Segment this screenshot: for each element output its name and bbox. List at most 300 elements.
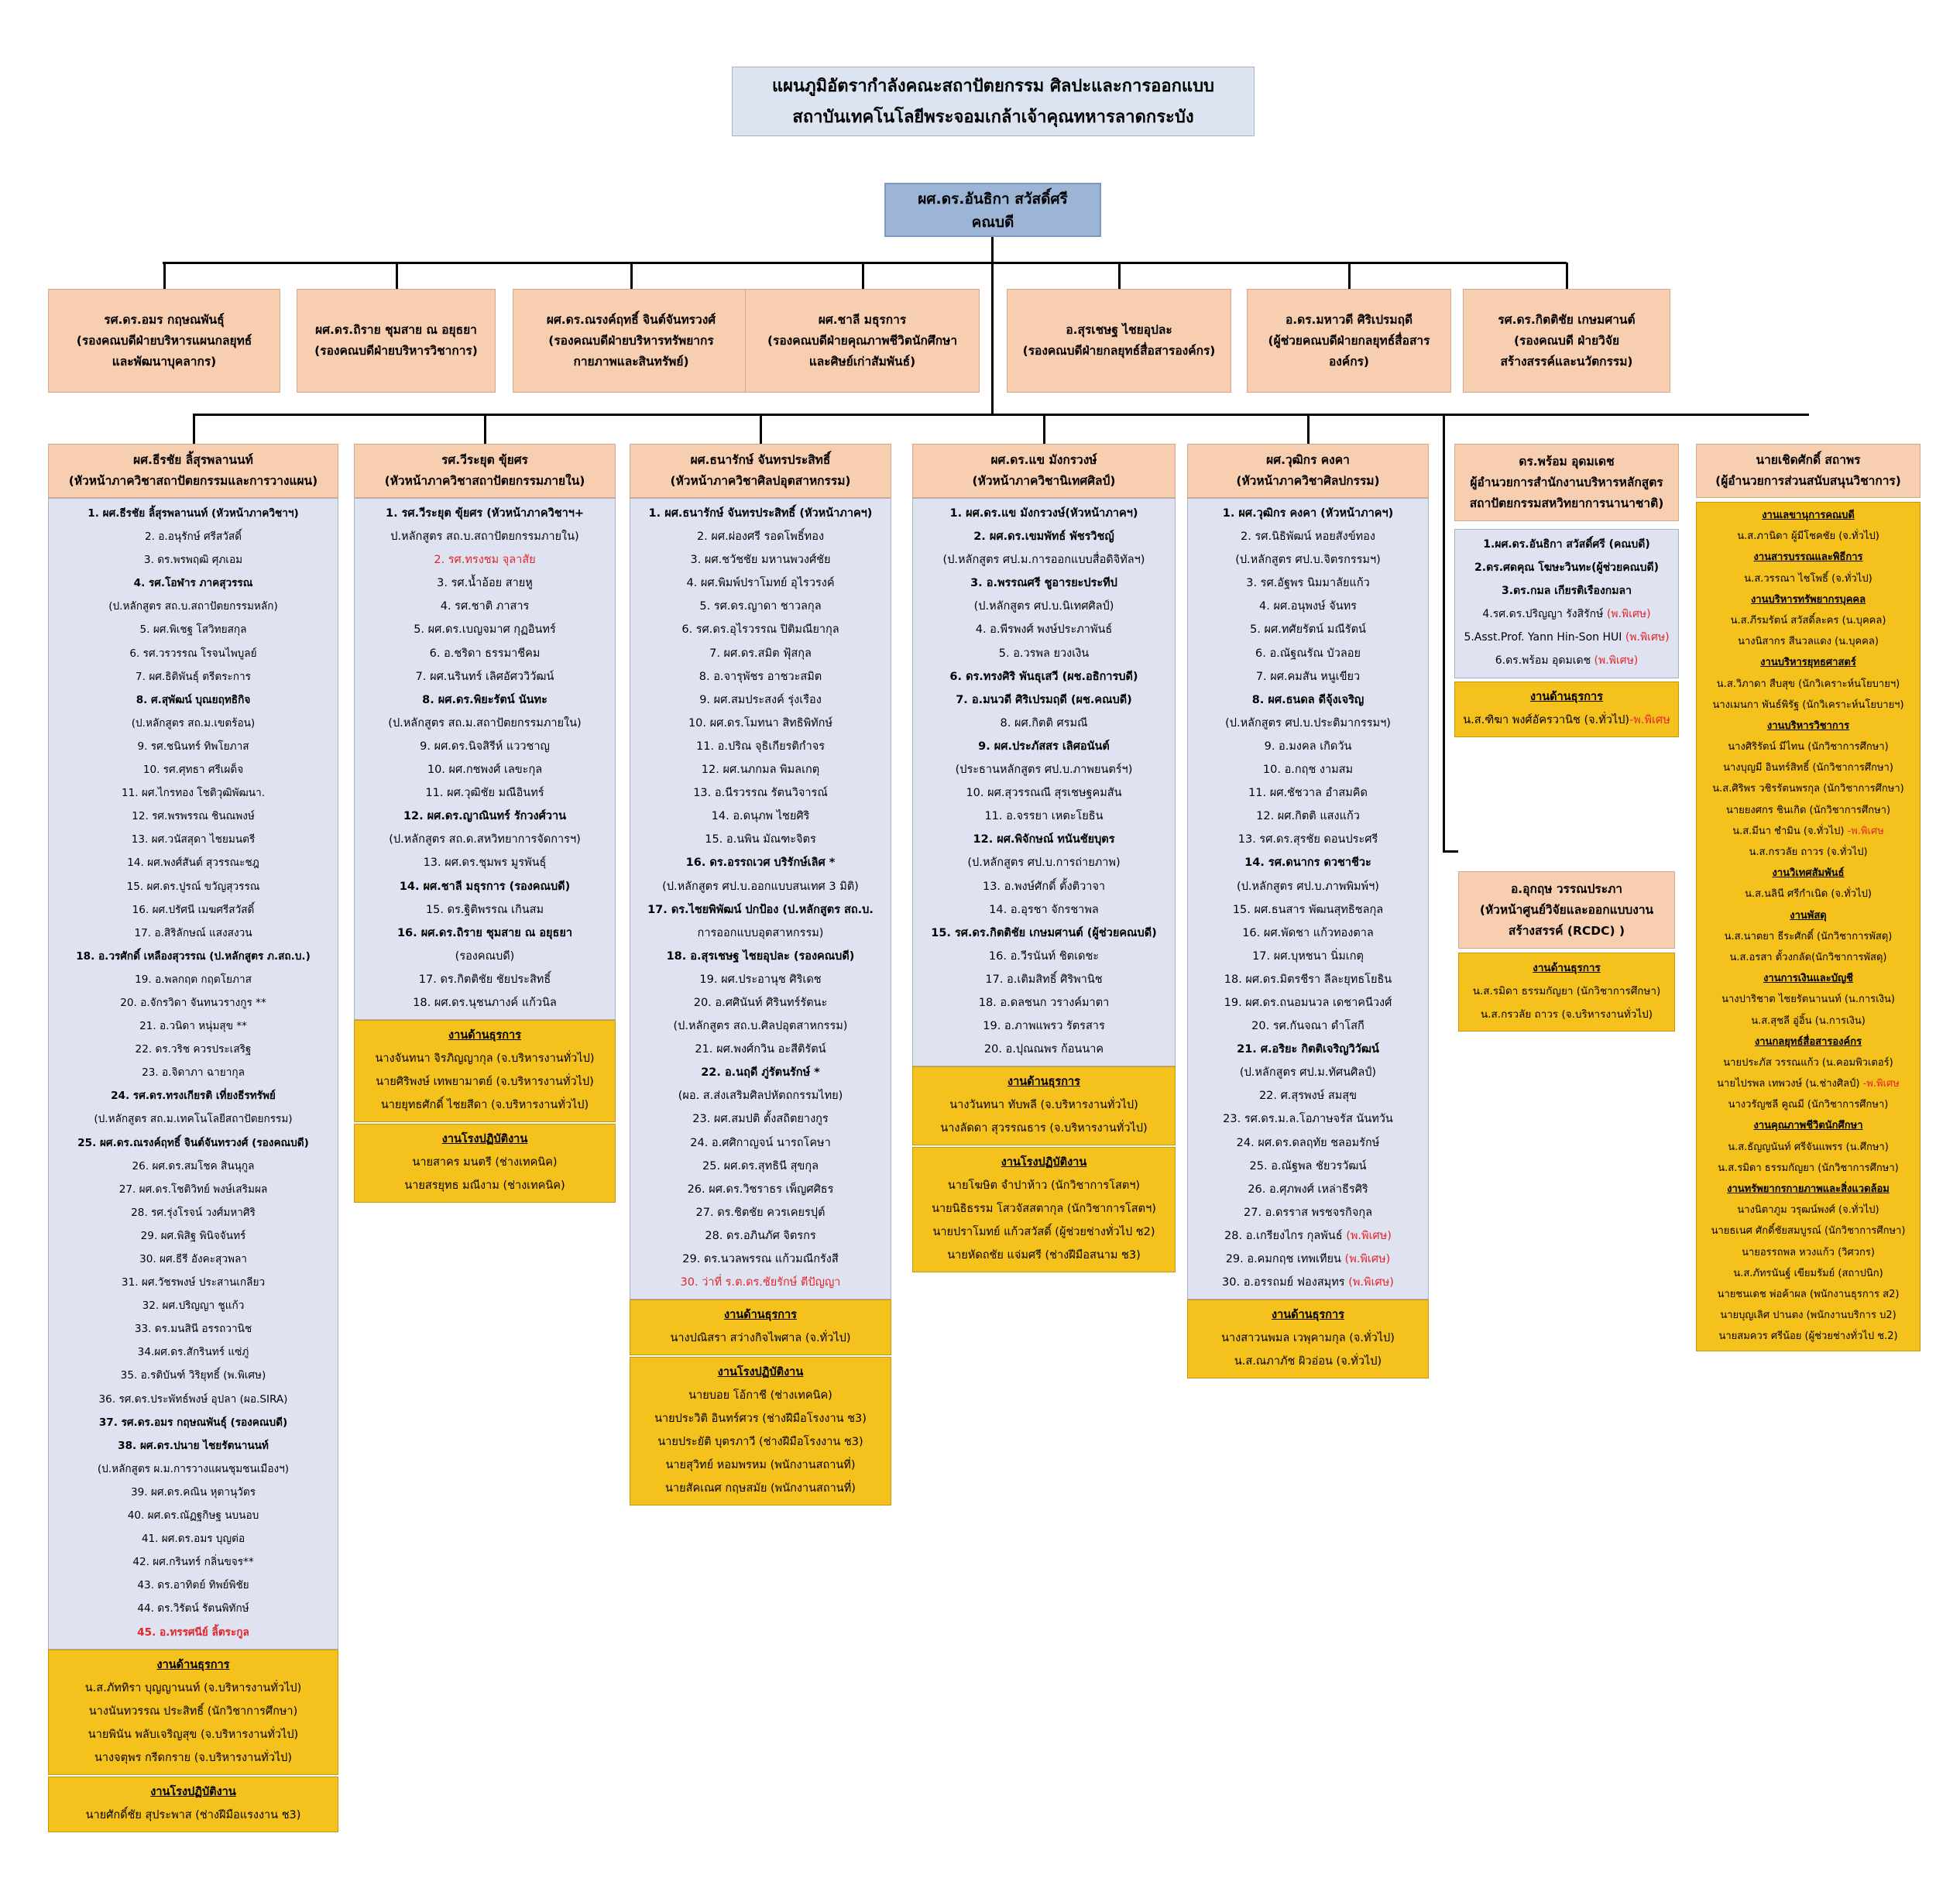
- title-line-1: แผนภูมิอัตรากำลังคณะสถาปัตยกรรม ศิลปะและการออกแบบ: [771, 77, 1215, 96]
- support-staff-member: นายไปรพล เทพวงษ์ (น.ช่างศิลป์) -พ.พิเศษ: [1717, 1078, 1900, 1090]
- faculty-member: 13. ผศ.ดร.ชุมพร มูรพันธุ์: [423, 857, 547, 870]
- faculty-member: 17. ดร.กิตติชัย ชัยประสิทธิ์: [418, 973, 551, 986]
- support-head-line: (ผู้อำนวยการส่วนสนับสนุนวิชาการ): [1715, 474, 1901, 488]
- support-staff-member: น.ส.นาตยา ธีระศักดิ์ (นักวิชาการพัสดุ): [1724, 930, 1893, 942]
- support-group-title: งานโรงปฏิบัติงาน: [1001, 1156, 1087, 1169]
- vp-box: [1463, 289, 1670, 393]
- faculty-member: 7. ผศ.ธิติพันธุ์ ตรีตระการ: [136, 670, 251, 683]
- connector-department-drop: [1307, 415, 1310, 444]
- staff-member: นายบอย โอ้กาชี (ช่างเทคนิค): [688, 1389, 832, 1402]
- vp-line: (รองคณบดีฝ่ายบริหารแผนกลยุทธ์: [76, 333, 252, 348]
- staff-member: นายสุวิทย์ หอมพรหม (พนักงานสถานที่): [665, 1459, 856, 1472]
- support-head-line: นายเชิดศักดิ์ สถาพร: [1756, 453, 1861, 467]
- faculty-member: 17. อ.สิริลักษณ์ แสงสงวน: [134, 926, 252, 939]
- department-head: [1187, 444, 1429, 498]
- connector-vp-bar: [163, 262, 1567, 264]
- faculty-member: (ป.หลักสูตร สถ.บ.สถาปัตยกรรมหลัก): [108, 600, 278, 613]
- faculty-member: (ป.หลักสูตร ศป.บ.นิเทศศิลป์): [973, 600, 1114, 613]
- support-staff-group: [630, 1299, 891, 1355]
- support-staff-member: นายอรรถพล หวงแก้ว (วิศวกร): [1742, 1246, 1875, 1258]
- connector-rcdc-vertical: [1443, 416, 1445, 852]
- connector-department-drop: [1043, 415, 1045, 444]
- staff-member: น.ส.กรวลัย ถาวร (จ.บริหารงานทั่วไป): [1481, 1008, 1653, 1021]
- staff-member: นางวันทนา ทับพลี (จ.บริหารงานทั่วไป): [949, 1099, 1138, 1112]
- connector-rcdc-horizontal: [1443, 850, 1458, 853]
- program-member: 5.Asst.Prof. Yann Hin-Son HUI (พ.พิเศษ): [1464, 631, 1670, 644]
- faculty-member: 19. อ.ภาพแพรว รัตรสาร: [983, 1020, 1105, 1033]
- vp-box: [1247, 289, 1451, 393]
- faculty-member: 27. อ.ดรราส พรชจรกิจกุล: [1244, 1206, 1372, 1219]
- faculty-member: 9. ผศ.ประภัสสร เลิศอนันต์: [978, 740, 1110, 753]
- department-head-line: ผศ.ธีรชัย ลิ้สุรพลานนท์: [133, 453, 253, 467]
- support-staff-member: น.ส.อรสา ตั้วงกลัด(นักวิชาการพัสดุ): [1729, 951, 1887, 963]
- faculty-member: (ป.หลักสูตร ศป.บ.ประติมากรรมฯ): [1225, 716, 1391, 730]
- faculty-member: 6. อ.ชริดา ธรรมาชีคม: [429, 647, 541, 660]
- support-head: [1696, 444, 1921, 498]
- vp-line: (รองคณบดีฝ่ายกลยุทธ์สื่อสารองค์กร): [1022, 344, 1216, 358]
- dean-role: คณบดี: [971, 214, 1014, 231]
- connector-vp-drop: [396, 263, 398, 289]
- faculty-member: 1. ผศ.ดร.แข มังกรวงษ์(หัวหน้าภาคฯ): [949, 507, 1138, 520]
- vp-box: [745, 289, 980, 393]
- faculty-member: 20. อ.จักรวิดา จันทนวรางกูร **: [120, 996, 266, 1009]
- faculty-member: 8. อ.จารุพัชร อาชวะสมิต: [699, 670, 822, 683]
- vp-line: (รองคณบดีฝ่ายบริหารวิชาการ): [314, 344, 478, 358]
- faculty-member: 21. อ.วนิดา หนุ่มสุข **: [139, 1020, 247, 1033]
- support-staff-member: นางศิริรัตน์ มีไทน (นักวิชาการศึกษา): [1728, 741, 1889, 754]
- department-head-line: (หัวหน้าภาควิชานิเทศศิลป์): [972, 474, 1116, 488]
- chart-title: [732, 67, 1255, 136]
- faculty-member: 18. ผศ.ดร.มิตรชีรา ลีละยุทธโยธิน: [1224, 973, 1392, 986]
- faculty-member: 8. ศ.สุพัฒน์ บุณยฤทธิกิจ: [136, 693, 251, 706]
- support-staff-member: นางนิสากร สีนวลแดง (น.บุคคล): [1738, 636, 1879, 648]
- faculty-member: 26. ผศ.ดร.วิชราธร เพ็ญศศิธร: [687, 1183, 834, 1196]
- faculty-member: 6. รศ.ดร.อุไรวรรณ ปิติมณียากุล: [681, 623, 839, 637]
- staff-member: นายหัดถชัย แจ่มศรี (ช่างฝีมือสนาม ช3): [947, 1249, 1141, 1262]
- faculty-member: 16. ดร.อรรถเวศ บริรักษ์เลิศ *: [685, 857, 836, 870]
- faculty-member: 23. ผศ.สมปติ ตั้งสถิตยางกูร: [692, 1113, 829, 1126]
- support-staff-member: นางวรัญชลี คูณมี (นักวิชาการศึกษา): [1728, 1099, 1889, 1111]
- faculty-member: 7. ผศ.นรินทร์ เลิศอัศววิวัฒน์: [415, 670, 554, 683]
- faculty-member: 3. รศ.อัฐพร นิมมาลัยแก้ว: [1246, 577, 1370, 590]
- faculty-member: 13. รศ.ดร.สุรชัย ดอนประศรี: [1237, 833, 1378, 846]
- department-head-line: ผศ.วุฒิกร คงคา: [1266, 453, 1350, 467]
- support-unit-title: งานการเงินและบัญชี: [1763, 973, 1853, 985]
- faculty-member: 14. รศ.ดนากร ดวชาชีวะ: [1244, 857, 1371, 870]
- faculty-member: 44. ดร.วิรัตน์ รัตนพิทักษ์: [137, 1602, 249, 1615]
- faculty-member: 29. อ.คมกฤช เทพเทียน (พ.พิเศษ): [1225, 1253, 1391, 1265]
- staff-member: นายปราโมทย์ แก้วสวัสดิ์ (ผู้ช่วยช่างทั่วไป ช2): [932, 1226, 1155, 1239]
- faculty-member: 22. อ.นฤดี ภู่รัตนรักษ์ *: [701, 1066, 820, 1080]
- faculty-member: 1. รศ.วีระยุต ขุ้ยศร (หัวหน้าภาควิชาฯ+: [385, 507, 585, 520]
- vp-line: รศ.ดร.อมร กฤษณพันธุ์: [104, 312, 225, 327]
- faculty-member: 4. รศ.โอฬาร ภาคสุวรรณ: [133, 577, 253, 590]
- faculty-member: 18. อ.ดลชนก วรางค์มาตา: [978, 996, 1110, 1009]
- faculty-member: (รองคณบดี): [455, 949, 515, 963]
- department-head-line: (หัวหน้าภาควิชาสถาปัตยกรรมและการวางแผน): [68, 474, 318, 488]
- vp-line: (รองคณบดีฝ่ายคุณภาพชีวิตนักศึกษา: [767, 333, 958, 348]
- faculty-member: 14. ผศ.พงศ์สันต์ สุวรรณะชฎ: [127, 857, 259, 870]
- faculty-member: 11. อ.จรรยา เหตะโยธิน: [984, 810, 1104, 823]
- support-staff-member: น.ส.ภัทรนันฐ์ เขียมรัมย์ (สถาปนิก): [1733, 1267, 1883, 1279]
- support-staff-member: น.ส.กรวลัย ถาวร (จ.ทั่วไป): [1749, 846, 1868, 858]
- program-member: 1.ผศ.ดร.อันธิกา สวัสดิ์ศรี (คณบดี): [1483, 538, 1650, 551]
- connector-vp-drop: [862, 263, 864, 289]
- faculty-member: (ป.หลักสูตร ศป.บ.จิตรกรรมฯ): [1235, 554, 1381, 567]
- staff-member: นายสัคเณศ กฤษสมัย (พนักงานสถานที่): [665, 1482, 856, 1495]
- faculty-member: 11. ผศ.วุฒิชัย มณีอินทร์: [425, 787, 544, 800]
- faculty-member: 25. ผศ.ดร.ณรงค์ฤทธิ์ จินต์จันทรวงศ์ (รองคณบดี): [77, 1136, 309, 1149]
- faculty-member: 6. อ.ณัฐณรัณ บัวลอย: [1255, 647, 1361, 660]
- faculty-member: 18. ผศ.ดร.นุชนภางค์ แก้วนิล: [413, 996, 557, 1009]
- support-staff-group: [1187, 1299, 1429, 1378]
- faculty-member: การออกแบบอุตสาหกรรม): [697, 926, 824, 939]
- faculty-member: 36. รศ.ดร.ประพัทธ์พงษ์ อุปลา (ผอ.SIRA): [98, 1392, 288, 1406]
- faculty-member: 32. ผศ.ปริญญา ชูแก้ว: [142, 1299, 245, 1313]
- special-lecturer-tag: (พ.พิเศษ): [1346, 1229, 1392, 1242]
- connector-vp-drop: [630, 263, 633, 289]
- faculty-member: (ป.หลักสูตร สถ.ด.สหวิทยาการจัดการฯ): [389, 833, 581, 846]
- department-member-list: [1187, 498, 1429, 1299]
- staff-member: นางลัดดา สุวรรณธาร (จ.บริหารงานทั่วไป): [940, 1122, 1148, 1135]
- support-staff-group: [630, 1357, 891, 1505]
- staff-member: นายศักดิ์ชัย สุประพาส (ช่างฝีมือแรงงาน ช3): [85, 1808, 301, 1821]
- faculty-member: 2. ผศ.ดร.เขมพัทธ์ พัชรวิชญ์: [973, 530, 1114, 544]
- faculty-member: 28. ดร.อภินภัศ จิตรกร: [705, 1229, 816, 1242]
- rcdc-head-line: สร้างสรรค์ (RCDC) ): [1508, 923, 1625, 938]
- rcdc-head: [1458, 871, 1675, 949]
- vp-box: [513, 289, 750, 393]
- support-staff-member: น.ส.นลินี ศรีกำเนิด (จ.ทั่วไป): [1745, 888, 1872, 901]
- faculty-member: 27. ดร.ชิตชัย ควรเคยรปุต์: [695, 1206, 826, 1219]
- support-unit-title: งานบริหารยุทธศาสตร์: [1760, 657, 1856, 669]
- faculty-member: 30. อ.อรรถมย์ ฟองสมุทร (พ.พิเศษ): [1222, 1276, 1394, 1289]
- special-lecturer-tag: (พ.พิเศษ): [1594, 654, 1639, 668]
- staff-member: นายสรยุทธ มณีงาม (ช่างเทคนิค): [404, 1179, 565, 1193]
- faculty-member: 20. อ.ศศินันท์ ศิรินทร์รัตนะ: [693, 996, 828, 1009]
- faculty-member: 26. อ.ศุภพงศ์ เหล่าธีรศิริ: [1248, 1183, 1368, 1196]
- support-group-title: งานด้านธุรการ: [1533, 962, 1601, 974]
- support-unit-title: งานบริหารทรัพยากรบุคคล: [1750, 593, 1866, 606]
- special-lecturer-tag: -พ.พิเศษ: [1629, 714, 1670, 726]
- faculty-member: (ป.หลักสูตร ศป.ม.การออกแบบสื่อดิจิทัลฯ): [942, 554, 1145, 567]
- department-head-line: รศ.วีระยุต ขุ้ยศร: [441, 453, 528, 467]
- vp-line: อ.ดร.มหาวดี ศิริเปรมฤดี: [1285, 312, 1413, 327]
- support-staff-group: [48, 1650, 338, 1775]
- faculty-member: 3. ดร.พรพฤฒิ ศุภเอม: [143, 554, 243, 567]
- vp-line: และศิษย์เก่าสัมพันธ์): [808, 354, 916, 369]
- faculty-member: (ป.หลักสูตร สถ.บ.ศิลปอุตสาหกรรม): [673, 1020, 848, 1033]
- connector-vp-drop: [163, 263, 166, 289]
- faculty-member: 18. อ.สุรเชษฐ ไชยอุปละ (รองคณบดี): [666, 949, 855, 963]
- special-lecturer-tag: -พ.พิเศษ: [1847, 825, 1884, 837]
- faculty-member: 24. อ.ศศิกาญจน์ นารถโคษา: [690, 1136, 831, 1149]
- faculty-member: 5. อ.วรพล ยวงเงิน: [998, 647, 1090, 660]
- faculty-member: 23. อ.จิดาภา ฉายากุล: [142, 1066, 245, 1080]
- vp-line: องค์กร): [1328, 354, 1370, 369]
- faculty-member: 2. รศ.นิธิพัฒน์ หอยสังข์ทอง: [1241, 530, 1375, 544]
- faculty-member: 24. รศ.ดร.ทรงเกียรติ เที่ยงธีรทรัพย์: [111, 1090, 276, 1103]
- faculty-member: 11. ผศ.ชัชวาล อำสมคิด: [1248, 787, 1368, 800]
- support-staff-member: น.ส.วรรณา ไชโพธิ์ (จ.ทั่วไป): [1744, 572, 1872, 585]
- program-head-line: สถาปัตยกรรมสหวิทยาการนานาชาติ): [1469, 496, 1664, 510]
- faculty-member: 5. รศ.ดร.ญาดา ชาวลกุล: [699, 600, 822, 613]
- vp-line: ผศ.ดร.ถิราย ชุมสาย ณ อยุธยา: [315, 323, 477, 337]
- faculty-member: 12. รศ.พรพรรณ ชินณพงษ์: [132, 810, 255, 823]
- faculty-member: 43. ดร.อาทิตย์ ทิพย์พิชัย: [137, 1579, 249, 1592]
- faculty-member: ป.หลักสูตร สถ.บ.สถาปัตยกรรมภายใน): [390, 530, 579, 544]
- faculty-member: 9. ผศ.สมประสงค์ รุ่งเรือง: [699, 693, 822, 706]
- faculty-member: 6. รศ.วรวรรณ โรจนไพบูลย์: [129, 647, 257, 660]
- faculty-member: 15. ผศ.ดร.ปูรณ์ ขวัญสุวรรณ: [126, 880, 260, 893]
- support-staff-member: น.ส.รมิดา ธรรมกัญยา (นักวิชาการศึกษา): [1718, 1162, 1899, 1174]
- faculty-member: 3. รศ.น้ำอ้อย สายหู: [437, 577, 533, 590]
- program-member: 2.ดร.ศดคุณ โฆษะวินทะ(ผู้ช่วยคณบดี): [1474, 561, 1659, 575]
- faculty-member: 35. อ.รติบันฑ์ วิริยุทธิ์ (พ.พิเศษ): [120, 1369, 266, 1382]
- connector-department-drop: [760, 415, 762, 444]
- support-staff-member: นางปาริชาต ไชยรัตนานนท์ (น.การเงิน): [1721, 994, 1895, 1006]
- faculty-member: 8. ผศ.ธนดล ดีจุ้งเจริญ: [1251, 693, 1364, 706]
- support-staff-member: น.ส.มีนา ชำมิน (จ.ทั่วไป) -พ.พิเศษ: [1732, 825, 1884, 837]
- faculty-member: 14. อ.อุรชา จักรชาพล: [989, 903, 1099, 916]
- program-member: 6.ดร.พร้อม อุดมเดช (พ.พิเศษ): [1495, 654, 1639, 668]
- staff-member: นายสาคร มนตรี (ช่างเทคนิค): [412, 1156, 558, 1169]
- faculty-member: (ป.หลักสูตร สถ.ม.เทคโนโลยีสถาปัตยกรรม): [94, 1113, 293, 1126]
- department-head-line: (หัวหน้าภาควิชาศิลปกรรม): [1236, 474, 1380, 488]
- vp-line: (รองคณบดีฝ่ายบริหารทรัพยากร: [548, 333, 714, 348]
- faculty-member: (ประธานหลักสูตร ศป.บ.ภาพยนตร์ฯ): [955, 764, 1133, 777]
- faculty-member: 2. ผศ.ผ่องศรี รอดโพธิ์ทอง: [696, 530, 825, 544]
- department-head: [48, 444, 338, 498]
- support-staff-member: น.ส.ธัญญนันท์ ศรีจันแพรร (น.ศึกษา): [1728, 1141, 1889, 1153]
- vp-box: [1007, 289, 1231, 393]
- department-head: [354, 444, 616, 498]
- faculty-member: 13. ผศ.วนัสสุดา ไชยมนตรี: [131, 833, 256, 846]
- staff-member: นายประยัติ บุตรภาวี (ช่างฝีมือโรงงาน ช3): [657, 1436, 863, 1449]
- vp-line: สร้างสรรค์และนวัตกรรม): [1500, 354, 1633, 369]
- title-line-2: สถาบันเทคโนโลยีพระจอมเกล้าเจ้าคุณทหารลาดกระบัง: [792, 108, 1194, 127]
- rcdc-admin: [1458, 953, 1675, 1032]
- faculty-member: 11. ผศ.ไกรทอง โชติวุฒิพัฒนา.: [121, 787, 266, 800]
- faculty-member: 11. อ.ปริณ จุธิเกียรติกำจร: [695, 740, 826, 753]
- faculty-member: 12. ผศ.ดร.ญาณินทร์ รักวงศ์วาน: [403, 810, 567, 823]
- department-member-list: [912, 498, 1176, 1066]
- faculty-member: (ป.หลักสูตร ศป.ม.ทัศนศิลป์): [1239, 1066, 1377, 1080]
- faculty-member: 12. ผศ.กิตติ แสงแก้ว: [1256, 810, 1360, 823]
- faculty-member: 8. ผศ.กิตติ ศรมณี: [1000, 716, 1088, 730]
- faculty-member: 28. รศ.รุ่งโรจน์ วงศ์มหาศิริ: [131, 1206, 256, 1219]
- support-units: [1696, 502, 1921, 1351]
- support-staff-member: น.ส.วิภาดา สืบสุข (นักวิเคราะห์นโยบายฯ): [1716, 678, 1900, 690]
- support-staff-member: นายชนเดช พ่อค้าผล (พนักงานธุรการ ส2): [1717, 1288, 1900, 1300]
- faculty-member: 5. ผศ.พิเชฐ โสวิทยสกุล: [139, 623, 247, 637]
- faculty-member: 1. ผศ.วุฒิกร คงคา (หัวหน้าภาคฯ): [1222, 507, 1394, 520]
- faculty-member: 42. ผศ.กรินทร์ กลิ่นขจร**: [132, 1556, 254, 1569]
- faculty-member: 30. ว่าที่ ร.ต.ดร.ชัยรักษ์ ตีปัญญา: [680, 1276, 841, 1289]
- faculty-member: 4. อ.พีรพงศ์ พงษ์ประภาพันธ์: [975, 623, 1113, 637]
- connector-dept-bar: [193, 414, 1809, 416]
- support-staff-group: [48, 1777, 338, 1832]
- staff-member: น.ส.ฑิฆา พงศ์อัครวานิช (จ.ทั่วไป)-พ.พิเศษ: [1463, 714, 1670, 726]
- support-unit-title: งานบริหารวิชาการ: [1766, 719, 1850, 732]
- faculty-member: 15. ผศ.ธนสาร พัฒนสุทธิชลกุล: [1232, 903, 1384, 916]
- department-head-line: ผศ.ธนารักษ์ จันทรประสิทธิ์: [690, 453, 831, 467]
- faculty-member: 17. ผศ.บุหชนา นิ่มเกตุ: [1252, 949, 1364, 963]
- staff-member: นายศิริพงษ์ เทพยามาตย์ (จ.บริหารงานทั่วไป): [376, 1076, 594, 1089]
- special-lecturer-tag: -พ.พิเศษ: [1862, 1078, 1900, 1090]
- connector-vp-drop: [1118, 263, 1121, 289]
- faculty-member: 17. อ.เติมสิทธิ์ ศิริพานิช: [985, 973, 1103, 986]
- faculty-member: 22. ศ.สุรพงษ์ สมสุข: [1258, 1090, 1358, 1103]
- connector-vp-drop: [1348, 263, 1351, 289]
- faculty-member: 21. ผศ.พงศ์กวิน อะสีติรัตน์: [695, 1043, 826, 1056]
- faculty-member: 21. ศ.อริยะ กิตติเจริญวิวัฒน์: [1237, 1043, 1379, 1056]
- support-group-title: งานโรงปฏิบัติงาน: [441, 1133, 528, 1146]
- faculty-member: 7. ผศ.ดร.สมิต ฟุ้สกุล: [709, 647, 812, 660]
- faculty-member: (ป.หลักสูตร ผ.ม.การวางแผนชุมชนเมืองฯ): [97, 1462, 290, 1475]
- faculty-member: 26. ผศ.ดร.สมโชค สินนุกูล: [132, 1159, 255, 1172]
- support-staff-member: นายยงศกร ชินเกิด (นักวิชาการศึกษา): [1725, 804, 1891, 816]
- support-group-title: งานโรงปฏิบัติงาน: [150, 1785, 236, 1798]
- faculty-member: 25. ผศ.ดร.สุทธินี สุขกุล: [702, 1159, 819, 1172]
- faculty-member: (ป.หลักสูตร ศป.บ.ออกแบบสนเทศ 3 มิติ): [662, 880, 859, 893]
- faculty-member: 23. รศ.ดร.ม.ล.โอภาษจรัส นันทวัน: [1223, 1113, 1393, 1126]
- faculty-member: 9. รศ.ชนินทร์ ทิพโยภาส: [137, 740, 249, 753]
- department-member-list: [354, 498, 616, 1020]
- support-unit-title: งานกลยุทธ์สื่อสารองค์กร: [1754, 1035, 1862, 1048]
- faculty-member: 12. ผศ.พิจักษณ์ ทนันชัยบุตร: [973, 833, 1115, 846]
- staff-member: น.ส.ณภาภัช ผิวอ่อน (จ.ทั่วไป): [1234, 1355, 1382, 1368]
- faculty-member: 1. ผศ.ธนารักษ์ จันทรประสิทธิ์ (หัวหน้าภาคฯ): [648, 507, 873, 520]
- faculty-member: 15. อ.นพิน มัณฑะจิตร: [705, 833, 816, 846]
- support-group-title: งานด้านธุรการ: [724, 1309, 797, 1322]
- program-member: 4.รศ.ดร.ปริญญา รังสิรักษ์ (พ.พิเศษ): [1482, 608, 1651, 621]
- faculty-member: 9. อ.มงคล เกิดวัน: [1264, 740, 1352, 753]
- program-office-head: [1454, 444, 1679, 521]
- faculty-member: 17. ดร.ไชยพิพัฒน์ ปกป้อง (ป.หลักสูตร สถ.บ.: [647, 903, 874, 916]
- staff-member: นายยุทธศักดิ์ ไชยสีดา (จ.บริหารงานทั่วไป): [380, 1099, 589, 1112]
- support-staff-group: [354, 1020, 616, 1122]
- staff-member: นายประวิติ อินทร์ศวร (ช่างฝีมือโรงงาน ช3): [654, 1413, 867, 1426]
- faculty-member: (ป.หลักสูตร ศป.บ.การถ่ายภาพ): [967, 857, 1121, 870]
- faculty-member: 33. ดร.มนสินี อรรถวานิช: [134, 1323, 252, 1336]
- faculty-member: 16. ผศ.ดร.ถิราย ชุมสาย ณ อยุธยา: [396, 926, 573, 939]
- support-staff-member: นายบุญเลิศ ปานตง (พนักงานบริการ บ2): [1720, 1310, 1896, 1322]
- faculty-member: 29. ดร.นวลพรรณ แก้วมณีกรังสี: [682, 1253, 839, 1265]
- faculty-member: 31. ผศ.วัชรพงษ์ ประสานเกลียว: [121, 1276, 266, 1289]
- dean-box: [884, 183, 1101, 237]
- rcdc-head-line: (หัวหน้าศูนย์วิจัยและออกแบบงาน: [1479, 902, 1654, 917]
- support-group-title: งานด้านธุรการ: [156, 1658, 230, 1671]
- faculty-member: 7. อ.มนวดี ศิริเปรมฤดี (ผช.คณบดี): [956, 693, 1132, 706]
- faculty-member: 19. ผศ.ประอานุช ศิริเดช: [699, 973, 822, 986]
- faculty-member: 13. อ.พงษ์ศักดิ์ ตั้งติวาจา: [982, 880, 1106, 893]
- faculty-member: 14. อ.ดนุภพ ไชยศิริ: [711, 810, 810, 823]
- special-lecturer-tag: (พ.พิเศษ): [1606, 608, 1651, 621]
- faculty-member: 27. ผศ.ดร.โชติวิทย์ พงษ์เสริมผล: [118, 1183, 268, 1196]
- faculty-member: 5. ผศ.ดร.เบญจมาศ กุฏอินทร์: [414, 623, 556, 637]
- program-head-line: ดร.พร้อม อุดมเดช: [1519, 454, 1615, 469]
- support-staff-member: นายสมควร ศรีน้อย (ผู้ช่วยช่างทั่วไป ช.2): [1718, 1330, 1898, 1343]
- rcdc-head-line: อ.อุกฤษ วรรณประภา: [1510, 881, 1623, 896]
- faculty-member: 15. รศ.ดร.กิตติชัย เกษมศานต์ (ผู้ช่วยคณบดี): [931, 926, 1157, 939]
- support-group-title: งานด้านธุรการ: [1007, 1076, 1080, 1089]
- dean-name: ผศ.ดร.อันธิกา สวัสดิ์ศรี: [918, 191, 1068, 208]
- support-unit-title: งานเลขานุการคณบดี: [1762, 510, 1855, 521]
- department-head-line: (หัวหน้าภาควิชาสถาปัตยกรรมภายใน): [384, 474, 585, 488]
- support-staff-member: นางนิตาภูม วรุฒน์พงศ์ (จ.ทั่วไป): [1737, 1204, 1879, 1217]
- faculty-member: 39. ผศ.ดร.คณิน หุตานุวัตร: [130, 1485, 256, 1499]
- faculty-member: 28. อ.เกรียงไกร กุลพันธ์ (พ.พิเศษ): [1224, 1229, 1392, 1242]
- connector-department-drop: [484, 415, 486, 444]
- support-staff-member: นางเมนกา พันธ์พิรัฐ (นักวิเคราะห์นโยบายฯ): [1712, 699, 1904, 711]
- staff-member: น.ส.รมิดา ธรรมกัญยา (นักวิชาการศึกษา): [1472, 985, 1661, 997]
- faculty-member: 10. อ.กฤช งามสม: [1262, 764, 1354, 777]
- faculty-member: (ป.หลักสูตร สถ.ม.สถาปัตยกรรมภายใน): [388, 716, 582, 730]
- faculty-member: 19. อ.พลกฤต กฤตโยภาส: [135, 973, 252, 986]
- faculty-member: 3. ผศ.ชวัชชัย มหานพวงศ์ชัย: [690, 554, 831, 567]
- faculty-member: 2. อ.อนุรักษ์ ศรีสวัสดิ์: [144, 530, 242, 544]
- support-group-title: งานด้านธุรการ: [448, 1029, 521, 1042]
- faculty-member: 13. อ.นีรวรรณ รัตนวิจารณ์: [693, 787, 828, 800]
- program-office-members: [1454, 529, 1679, 678]
- staff-member: นางสาวนพมล เวพุคามกุล (จ.ทั่วไป): [1221, 1332, 1395, 1345]
- faculty-member: 22. ดร.วริช ควรประเสริฐ: [135, 1043, 252, 1056]
- faculty-member: 4. รศ.ชาติ ภาสาร: [440, 600, 530, 613]
- department-head-line: ผศ.ดร.แข มังกรวงษ์: [990, 453, 1097, 467]
- support-staff-member: น.ส.ภีรมรัตน์ สวัสดิ์ละคร (น.บุคคล): [1730, 614, 1886, 627]
- support-staff-group: [912, 1147, 1176, 1272]
- faculty-member: 25. อ.ณัฐพล ชัยวรวัฒน์: [1249, 1159, 1367, 1172]
- support-unit-title: งานทรัพยากรกายภาพและสิ่งแวดล้อม: [1727, 1183, 1890, 1195]
- department-member-list: [48, 498, 338, 1650]
- faculty-member: 38. ผศ.ดร.ปนาย ไชยรัตนานนท์: [118, 1439, 269, 1452]
- faculty-member: 37. รศ.ดร.อมร กฤษณพันธุ์ (รองคณบดี): [98, 1416, 288, 1429]
- faculty-member: 20. อ.ปุณณพร ก้อนนาค: [983, 1043, 1104, 1056]
- staff-member: นายพินัน พลับเจริญสุข (จ.บริหารงานทั่วไป): [88, 1728, 299, 1741]
- support-unit-title: งานคุณภาพชีวิตนักศึกษา: [1753, 1120, 1863, 1132]
- faculty-member: 41. ผศ.ดร.อมร บุญต่อ: [141, 1533, 245, 1546]
- faculty-member: 40. ผศ.ดร.ณัฏฐกิษฐ นบนอบ: [127, 1509, 259, 1523]
- department-head: [912, 444, 1176, 498]
- staff-member: นางนันทวรรณ ประสิทธิ์ (นักวิชาการศึกษา): [88, 1705, 298, 1718]
- faculty-member: 10. ผศ.ดร.โมทนา สิทธิพิทักษ์: [688, 716, 833, 730]
- faculty-member: 16. ผศ.พัดชา แก้วทองตาล: [1242, 926, 1374, 939]
- faculty-member: 18. อ.วรศักดิ์ เหลืองสุวรรณ (ป.หลักสูตร ภ.สถ.บ.): [76, 949, 311, 963]
- faculty-member: 16. อ.วีรนันท์ ชิตเดชะ: [988, 949, 1100, 963]
- vp-line: (รองคณบดี ฝ่ายวิจัย: [1513, 333, 1620, 348]
- department-head-line: (หัวหน้าภาควิชาศิลปอุตสาหกรรม): [670, 474, 851, 488]
- staff-member: นายโฆษิต จำปาห้าว (นักวิชาการโสตฯ): [947, 1179, 1141, 1193]
- faculty-member: (ป.หลักสูตร ศป.บ.ภาพพิมพ์ฯ): [1237, 880, 1379, 893]
- connector-vp-drop: [1566, 263, 1568, 289]
- program-office-admin: [1454, 682, 1679, 737]
- vp-line: ผศ.ดร.ณรงค์ฤทธิ์ จินต์จันทรวงศ์: [546, 312, 716, 327]
- special-lecturer-tag: (พ.พิเศษ): [1348, 1276, 1394, 1289]
- vp-box: [48, 289, 280, 393]
- faculty-member: 19. ผศ.ดร.ถนอมนวล เดชาคนีวงศ์: [1224, 996, 1392, 1009]
- support-staff-member: นายประภัส วรรณแก้ว (น.คอมพิวเตอร์): [1723, 1056, 1893, 1069]
- faculty-member: 4. ผศ.อนุพงษ์ จันทร: [1259, 600, 1357, 613]
- department-member-list: [630, 498, 891, 1299]
- faculty-member: 30. ผศ.ธีรี อังคะสุวพลา: [139, 1253, 247, 1265]
- faculty-member: 15. ดร.ฐิติพรรณ เกินสม: [425, 903, 544, 916]
- connector-department-drop: [193, 415, 195, 444]
- support-staff-member: นายธเนศ ศักดิ์ชัยสมบูรณ์ (นักวิชาการศึกษา): [1711, 1225, 1906, 1238]
- faculty-member: 9. ผศ.ดร.นิจสิรีห์ แววชาญ: [420, 740, 550, 753]
- vp-line: อ.สุรเชษฐ ไชยอุปละ: [1066, 323, 1172, 337]
- faculty-member: 45. อ.ทรรศนีย์ ลิ้ตระกูล: [137, 1626, 249, 1639]
